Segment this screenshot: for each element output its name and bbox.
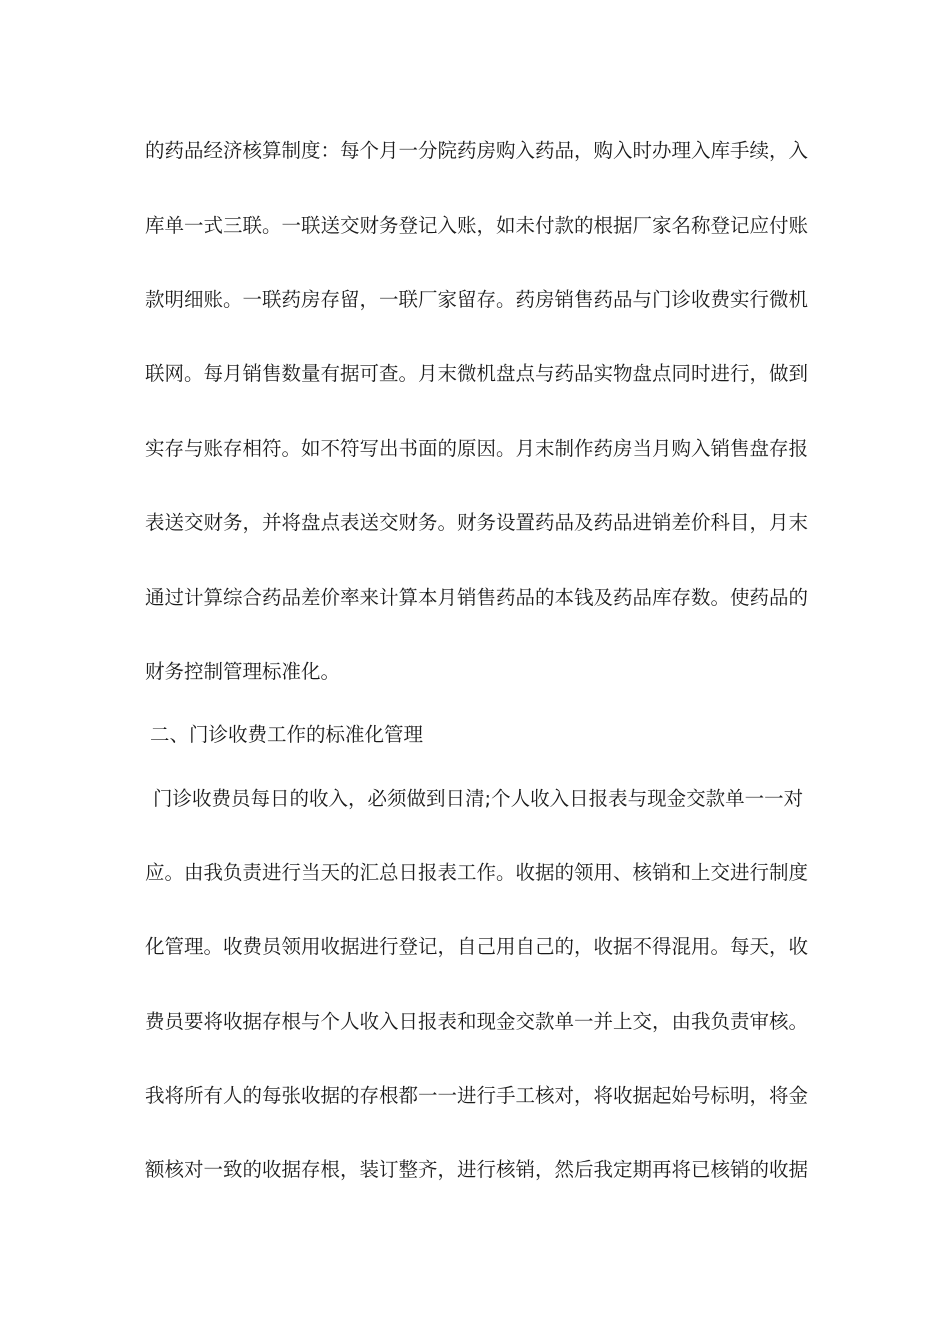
paragraph-line-6: 表送交财务，并将盘点表送交财务。财务设置药品及药品进销差价科目，月末: [145, 511, 809, 534]
paragraph-line-7: 通过计算综合药品差价率来计算本月销售药品的本钱及药品库存数。使药品的: [145, 586, 809, 609]
paragraph-line-1: 的药品经济核算制度：每个月一分院药房购入药品，购入时办理入库手续，入: [145, 139, 809, 162]
paragraph-line-2: 库单一式三联。一联送交财务登记入账，如未付款的根据厂家名称登记应付账: [145, 214, 809, 237]
paragraph-line-12: 费员要将收据存根与个人收入日报表和现金交款单一并上交，由我负责审核。: [145, 1010, 809, 1033]
paragraph-line-3: 款明细账。一联药房存留，一联厂家留存。药房销售药品与门诊收费实行微机: [145, 288, 809, 311]
paragraph-line-8: 财务控制管理标准化。: [145, 660, 341, 683]
paragraph-line-14: 额核对一致的收据存根，装订整齐，进行核销，然后我定期再将已核销的收据: [145, 1158, 809, 1181]
paragraph-line-11: 化管理。收费员领用收据进行登记，自己用自己的，收据不得混用。每天，收: [145, 935, 809, 958]
paragraph-line-13: 我将所有人的每张收据的存根都一一进行手工核对，将收据起始号标明，将金: [145, 1084, 809, 1107]
paragraph-line-4: 联网。每月销售数量有据可查。月末微机盘点与药品实物盘点同时进行，做到: [145, 362, 809, 385]
section-heading: 二、门诊收费工作的标准化管理: [150, 723, 424, 746]
paragraph-line-10: 应。由我负责进行当天的汇总日报表工作。收据的领用、核销和上交进行制度: [145, 861, 809, 884]
paragraph-line-5: 实存与账存相符。如不符写出书面的原因。月末制作药房当月购入销售盘存报: [145, 437, 809, 460]
paragraph-line-9: 门诊收费员每日的收入，必须做到日清;个人收入日报表与现金交款单一一对: [153, 787, 804, 810]
